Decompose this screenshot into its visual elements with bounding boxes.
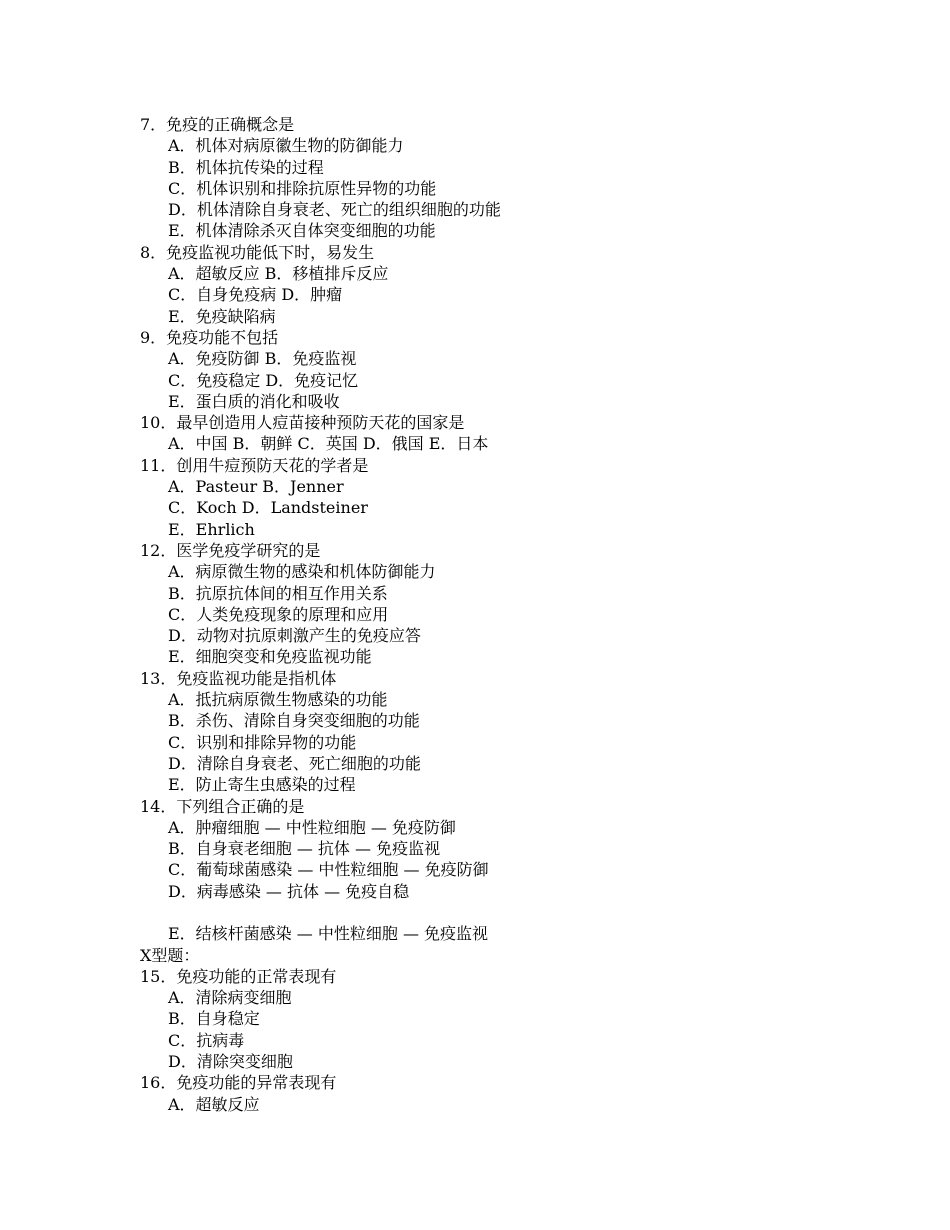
question-stem: 9．免疫功能不包括 [140, 327, 279, 347]
answer-option: A．Pasteur B．Jenner [168, 477, 344, 497]
answer-option: C．自身免疫病 D．肿瘤 [168, 285, 343, 305]
question-stem: 15．免疫功能的正常表现有 [140, 966, 337, 986]
answer-option: C．识别和排除异物的功能 [168, 732, 357, 752]
answer-option: D．病毒感染 — 抗体 — 免疫自稳 [168, 881, 410, 901]
answer-option: A．病原微生物的感染和机体防御能力 [168, 562, 436, 582]
answer-option: E．防止寄生虫感染的过程 [168, 775, 356, 795]
answer-option: C．免疫稳定 D．免疫记忆 [168, 370, 359, 390]
question-stem: 8．免疫监视功能低下时，易发生 [140, 242, 375, 262]
answer-option: E．Ehrlich [168, 519, 255, 539]
answer-option: C．机体识别和排除抗原性异物的功能 [168, 178, 437, 198]
question-stem: 11．创用牛痘预防天花的学者是 [140, 455, 369, 475]
question-stem: 14．下列组合正确的是 [140, 796, 305, 816]
answer-option: A．清除病变细胞 [168, 988, 292, 1008]
answer-option: A．中国 B．朝鲜 C．英国 D．俄国 E．日本 [168, 434, 489, 454]
question-stem: 12．医学免疫学研究的是 [140, 540, 321, 560]
blank-line [140, 902, 920, 923]
answer-option: B．机体抗传染的过程 [168, 157, 324, 177]
answer-option: A．抵抗病原微生物感染的功能 [168, 690, 388, 710]
answer-option: A．机体对病原徽生物的防御能力 [168, 136, 404, 156]
answer-option: A．肿瘤细胞 — 中性粒细胞 — 免疫防御 [168, 817, 456, 837]
question-stem: 16．免疫功能的异常表现有 [140, 1073, 337, 1093]
question-stem: 10．最早创造用人痘苗接种预防天花的国家是 [140, 413, 465, 433]
document-page [140, 114, 920, 1115]
answer-option: D．清除自身衰老、死亡细胞的功能 [168, 753, 421, 773]
question-stem: 7．免疫的正确概念是 [140, 115, 295, 134]
answer-option: D．机体清除自身衰老、死亡的组织细胞的功能 [168, 200, 501, 220]
section-heading: X型题： [140, 945, 200, 965]
answer-option: A．免疫防御 B．免疫监视 [168, 349, 357, 369]
answer-option: C．抗病毒 [168, 1030, 245, 1050]
answer-option: E．细胞突变和免疫监视功能 [168, 647, 372, 667]
answer-option: D．动物对抗原刺激产生的免疫应答 [168, 626, 421, 646]
answer-option: B．自身稳定 [168, 1009, 260, 1029]
answer-option: A．超敏反应 B．移植排斥反应 [168, 264, 389, 284]
answer-option: C．葡萄球菌感染 — 中性粒细胞 — 免疫防御 [168, 860, 489, 880]
answer-option: B．抗原抗体间的相互作用关系 [168, 583, 388, 603]
answer-option: A．超敏反应 [168, 1094, 260, 1114]
answer-option: E．免疫缺陷病 [168, 306, 276, 326]
answer-option: D．清除突变细胞 [168, 1052, 293, 1072]
answer-option: B．杀伤、清除自身突变细胞的功能 [168, 711, 420, 731]
answer-option: B．自身衰老细胞 — 抗体 — 免疫监视 [168, 839, 441, 859]
question-stem: 13．免疫监视功能是指机体 [140, 668, 337, 688]
answer-option: E．机体清除杀灭自体突变细胞的功能 [168, 221, 436, 241]
answer-option: E．蛋白质的消化和吸收 [168, 391, 340, 411]
answer-option: C．Koch D．Landsteiner [168, 498, 368, 518]
answer-option: E．结核杆菌感染 — 中性粒细胞 — 免疫监视 [168, 924, 489, 944]
answer-option: C．人类免疫现象的原理和应用 [168, 604, 389, 624]
